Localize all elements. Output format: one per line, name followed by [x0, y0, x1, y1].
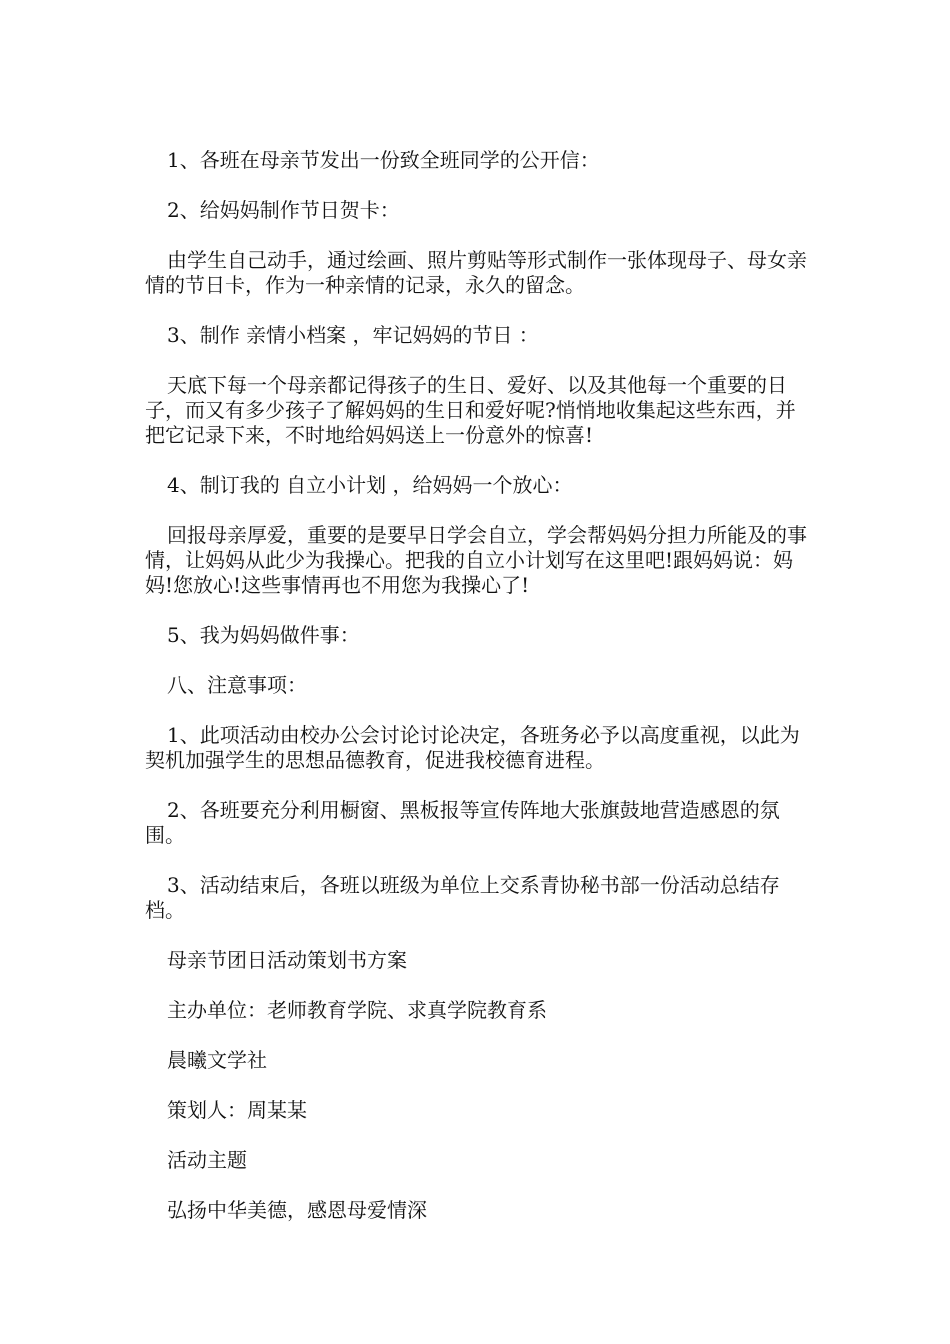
plan-title: 母亲节团日活动策划书方案 [167, 948, 407, 972]
paragraph-4: 3、制作 亲情小档案 ，牢记妈妈的节日 ： [167, 323, 539, 347]
section-heading-precautions: 八、注意事项： [167, 673, 307, 697]
theme-text: 弘扬中华美德，感恩母爱情深 [167, 1198, 427, 1222]
planner-line: 策划人：周某某 [167, 1098, 307, 1122]
paragraph-5: 天底下每一个母亲都记得孩子的生日、爱好、以及其他每一个重要的日子，而又有多少孩子了解妈妈的生日和爱好呢?悄悄地收集起这些东西，并把它记录下来，不时地给妈妈送上一份意外的惊喜! [145, 373, 796, 447]
paragraph-10: 1、此项活动由校办公会讨论讨论决定，各班务必予以高度重视，以此为契机加强学生的思想品德教育，促进我校德育进程。 [145, 723, 800, 772]
paragraph-1: 1、各班在母亲节发出一份致全班同学的公开信： [167, 148, 600, 172]
paragraph-12: 3、活动结束后，各班以班级为单位上交系青协秘书部一份活动总结存档。 [145, 873, 780, 922]
co-organizer-line: 晨曦文学社 [167, 1048, 267, 1072]
paragraph-7: 回报母亲厚爱，重要的是要早日学会自立，学会帮妈妈分担力所能及的事情，让妈妈从此少为我操心。把我的自立小计划写在这里吧!跟妈妈说：妈妈!您放心!这些事情再也不用您为我操心了! [145, 523, 807, 597]
paragraph-2: 2、给妈妈制作节日贺卡： [167, 198, 400, 222]
paragraph-11: 2、各班要充分利用橱窗、黑板报等宣传阵地大张旗鼓地营造感恩的氛围。 [145, 798, 780, 847]
document-body [145, 148, 815, 1223]
paragraph-8: 5、我为妈妈做件事： [167, 623, 360, 647]
theme-heading: 活动主题 [167, 1148, 247, 1172]
organizer-line: 主办单位：老师教育学院、求真学院教育系 [167, 998, 547, 1022]
paragraph-6: 4、制订我的 自立小计划 ，给妈妈一个放心： [167, 473, 573, 497]
paragraph-3: 由学生自己动手，通过绘画、照片剪贴等形式制作一张体现母子、母女亲情的节日卡，作为一种亲情的记录，永久的留念。 [145, 248, 807, 297]
